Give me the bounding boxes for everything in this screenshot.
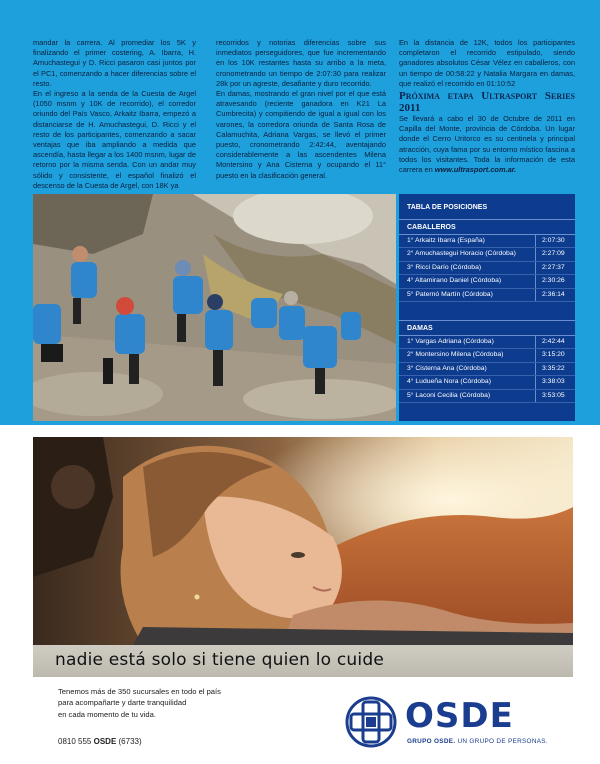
table-row	[399, 363, 575, 376]
runner-time: 2:27:37	[535, 262, 575, 274]
runner-name: 4° Ludueña Nora (Córdoba)	[407, 378, 491, 386]
ad-slogan: nadie está solo si tiene quien lo cuide	[55, 650, 384, 670]
table-spacer	[399, 302, 575, 321]
article-paragraph: recorridos y notorias diferencias sobre sus inmediatos perseguidores, que fue incrementando en los 10K restantes hasta su arribo a la meta, cronometrando un tiempo de 2:07:30 para realizar 28k por un agreste, desafiante y duro recorrido.	[216, 38, 386, 88]
table-row	[399, 235, 575, 248]
table-row	[399, 349, 575, 362]
phone-digits: (6733)	[118, 737, 142, 746]
standings-table	[399, 194, 575, 421]
ad-line: en cada momento de tu vida.	[58, 709, 156, 719]
osde-emblem-icon	[345, 696, 397, 748]
article-paragraph	[399, 114, 575, 175]
caballeros-rows	[399, 235, 575, 302]
damas-rows	[399, 336, 575, 403]
osde-logo	[345, 694, 575, 754]
runner-name: 2° Montersino Milena (Córdoba)	[407, 351, 504, 359]
table-row	[399, 376, 575, 389]
phone-number: 0810 555	[58, 737, 92, 746]
runner-time: 3:38:03	[535, 376, 575, 388]
group-label-damas: DAMAS	[399, 321, 575, 336]
section-heading: Próxima etapa Ultrasport Series 2011	[399, 90, 575, 115]
runner-name: 1° Vargas Adriana (Córdoba)	[407, 337, 494, 345]
runner-name: 4° Altamirano Daniel (Córdoba)	[407, 277, 502, 285]
article-paragraph: mandar la carrera. Al promediar los 5K y finalizando el primer costering, A. Ibarra, H. Amuchastegui y D. Ricci pasaron casi juntos por el PC1, comenzando a hacer diferencias sobre el resto.	[33, 38, 196, 88]
runner-time: 3:53:05	[535, 390, 575, 402]
table-row	[399, 248, 575, 261]
runner-time: 2:42:44	[535, 336, 575, 348]
tagline-rest: UN GRUPO DE PERSONAS.	[457, 738, 548, 745]
ad-body-text	[58, 686, 221, 720]
osde-advertisement	[33, 437, 573, 677]
osde-wordmark: OSDE	[405, 696, 514, 736]
runners-illustration	[33, 194, 396, 421]
runner-time: 2:27:09	[535, 248, 575, 260]
article-text: Se llevará a cabo el 30 de Octubre de 2011 en Capilla del Monte, provincia de Córdoba. Un lugar donde el Cerro Uritorco es su centinela y principal atracción, cuya fama por su entorno místico fascina a todos los visitantes. Toda la información de esta carrera en	[399, 114, 575, 175]
runner-name: 1° Arkaitz Ibarra (España)	[407, 237, 485, 244]
article-paragraph: En damas, mostrando el gran nivel por el que está atravesando (reciente ganadora en K21 La Cumbrecita) y compitiendo de igual a igual con los varones, la corredora oriunda de Santa Rosa de Calamuchita, Adriana Vargas, se llevó el primer puesto, cronometrando 2:42:44, aventajando considerablemente a las ascendentes Milena Montersino y Ana Cisterna y ocupando el 11° puesto en la clasificación general.	[216, 89, 386, 180]
website-link[interactable]: www.ultrasport.com.ar.	[434, 165, 517, 175]
runner-time: 2:07:30	[535, 235, 575, 247]
table-row	[399, 262, 575, 275]
table-title: TABLA DE POSICIONES	[399, 194, 575, 220]
runner-name: 2° Amuchastegui Horacio (Córdoba)	[407, 250, 516, 258]
article-column-1	[33, 38, 196, 191]
runner-time: 3:15:20	[535, 349, 575, 361]
ad-line: para acompañarte y darte tranquilidad	[58, 698, 187, 708]
article-paragraph: En la distancia de 12K, todos los participantes completaron el recorrido estipulado, siendo ganadores absolutos César Vélez en caballeros, con un tiempo de 00:58:22 y Natalia Margara en damas, que realizó el recorrido en 01:10:52	[399, 38, 575, 88]
table-row	[399, 390, 575, 403]
tagline-bold: GRUPO OSDE.	[407, 738, 456, 745]
slogan-banner	[33, 645, 573, 677]
ad-line: Tenemos más de 350 sucursales en todo el país	[58, 687, 221, 696]
article-paragraph: En el ingreso a la senda de la Cuesta de Argel (1050 msnm y 10K de recorrido), el corredor oriundo del País Vasco, Arkaitz Ibarra, empezó a distanciarse de H. Amuchastegui, D. Ricci y el resto de los participantes, comenzando a sacar ventajas que iba ampliando a medida que ascendía, hasta llegar a los 1400 msnm, lugar de retorno por la misma senda. Con un andar muy sólido y consistente, el español finalizó el descenso de la Cuesta de Argel, con 18K ya	[33, 89, 196, 190]
runner-time: 3:35:22	[535, 363, 575, 375]
article-column-3	[399, 38, 575, 175]
runner-time: 2:30:26	[535, 275, 575, 287]
runner-time: 2:36:14	[535, 289, 575, 301]
girl-portrait-image	[33, 437, 573, 645]
ad-phone	[58, 737, 142, 746]
runner-name: 3° Ricci Darío (Córdoba)	[407, 263, 482, 271]
article-column-2	[216, 38, 386, 181]
table-row	[399, 289, 575, 302]
runner-name: 5° Laconi Cecilia (Córdoba)	[407, 391, 491, 399]
group-label-caballeros: CABALLEROS	[399, 220, 575, 235]
table-row	[399, 275, 575, 288]
runner-name: 5° Paternó Martín (Córdoba)	[407, 290, 493, 298]
runner-name: 3° Cisterna Ana (Córdoba)	[407, 364, 487, 372]
table-row	[399, 336, 575, 349]
runners-photo	[33, 194, 396, 421]
osde-tagline	[407, 738, 548, 745]
phone-brand: OSDE	[93, 737, 117, 746]
